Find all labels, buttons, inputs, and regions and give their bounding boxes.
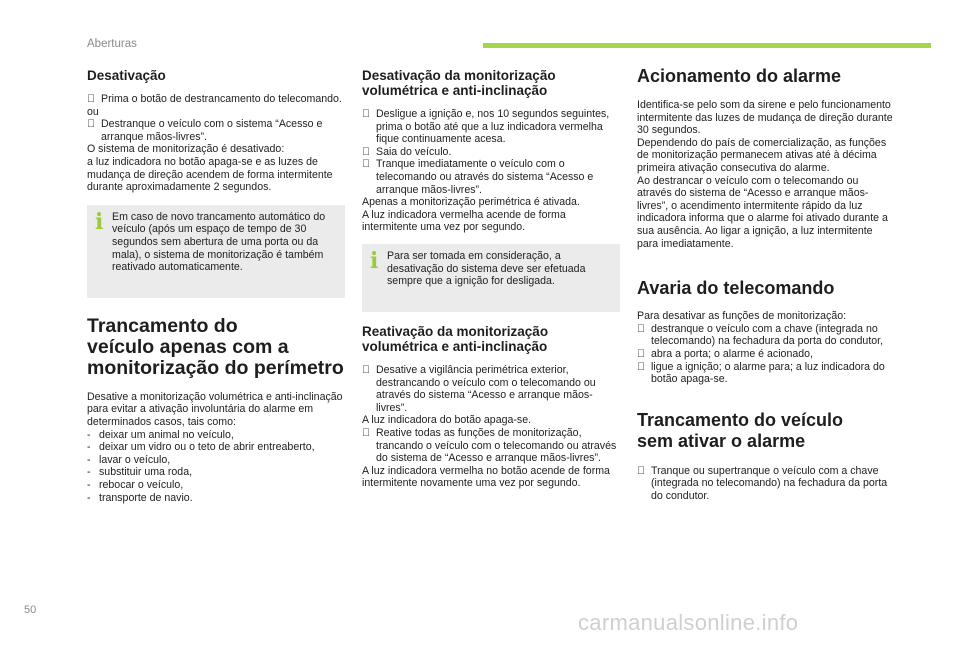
bullet-text: Reative todas as funções de monitorização, trancando o veículo com o telecomando ou através do sistema de “Acesso e arranque mãos-livres”. — [376, 426, 617, 465]
deactivation-title: Desativação — [87, 68, 166, 83]
bullet-item — [87, 93, 345, 106]
title-line: volumétrica e anti-inclinação — [362, 83, 548, 98]
section-header: Aberturas — [87, 38, 137, 50]
bullet-item — [362, 108, 620, 146]
paragraph: Dependendo do país de comercialização, as funções de monitorização permanecem ativas até à décima primeira ativação consecutiva do alarme. — [637, 136, 887, 174]
bullet-icon — [637, 361, 651, 374]
bullet-item — [362, 427, 620, 465]
title-line: Reativação da monitorização — [362, 323, 549, 339]
dash-list — [87, 429, 345, 505]
paragraph: Identifica-se pelo som da sirene e pelo funcionamento intermitente das luzes de mudança de direção durante 30 segundos. — [637, 99, 893, 137]
perimeter-lock-title — [87, 316, 345, 379]
title-line: monitorização do perímetro — [87, 356, 344, 379]
info-icon: i — [370, 247, 379, 274]
title-line: veículo apenas com a — [87, 335, 289, 358]
header-rule — [483, 43, 931, 48]
paragraph: ou — [87, 105, 99, 118]
bullet-text: Destranque o veículo com o sistema “Acesso e arranque mãos-livres”. — [101, 118, 323, 143]
column-3 — [637, 66, 895, 502]
page-number: 50 — [24, 604, 37, 616]
title-line: Desativação da monitorização — [362, 68, 556, 83]
react-volumetric-title — [362, 324, 620, 354]
info-box — [362, 244, 620, 312]
bullet-item — [637, 348, 895, 361]
info-text: Para ser tomada em consideração, a desativação do sistema deve ser efetuada sempre que a ignição for desligada. — [387, 249, 586, 288]
paragraph: a luz indicadora no botão apaga-se e as luzes de mudança de direção acendem de forma intermitente durante aproximadamente 2 segundos. — [87, 155, 333, 194]
list-item: - rebocar o veículo, — [87, 478, 184, 491]
title-line: volumétrica e anti-inclinação — [362, 338, 548, 354]
column-1 — [87, 66, 345, 504]
paragraph: A luz indicadora do botão apaga-se. — [362, 414, 532, 427]
bullet-item — [637, 323, 895, 348]
bullet-text: Saia do veículo. — [376, 145, 452, 158]
watermark: carmanualsonline.info — [578, 610, 799, 635]
list-item: - deixar um vidro ou o teto de abrir entreaberto, — [87, 441, 315, 454]
bullet-item — [637, 465, 895, 503]
bullet-text: destranque o veículo com a chave (integrada no telecomando) na fechadura da porta do condutor, — [651, 322, 884, 348]
list-item: - transporte de navio. — [87, 491, 193, 504]
bullet-item — [87, 118, 345, 143]
list-item: - substituir uma roda, — [87, 466, 193, 479]
info-icon: i — [95, 208, 104, 235]
lock-no-alarm-title — [637, 410, 895, 452]
paragraph: Para desativar as funções de monitorização: — [637, 310, 847, 323]
info-box — [87, 205, 345, 298]
bullet-icon — [87, 93, 101, 106]
column-2 — [362, 66, 620, 490]
bullet-icon — [362, 146, 376, 159]
list-item: - deixar um animal no veículo, — [87, 428, 234, 441]
paragraph: A luz indicadora vermelha no botão acende de forma intermitente novamente uma vez por segundo. — [362, 464, 610, 490]
deact-volumetric-title — [362, 68, 620, 98]
title-line: Trancamento do veículo — [637, 409, 844, 430]
bullet-icon — [637, 465, 651, 478]
bullet-item — [362, 146, 620, 159]
title-line: sem ativar o alarme — [637, 430, 806, 451]
bullet-icon — [362, 158, 376, 171]
bullet-text: ligue a ignição; o alarme para; a luz indicadora do botão apaga-se. — [651, 360, 885, 386]
title-line: Trancamento do — [87, 314, 238, 337]
bullet-icon — [362, 427, 376, 440]
paragraph: Apenas a monitorização perimétrica é ativada. — [362, 196, 580, 209]
bullet-icon — [637, 348, 651, 361]
bullet-text: Prima o botão de destrancamento do telecomando. — [101, 93, 342, 105]
list-item: - lavar o veículo, — [87, 453, 171, 466]
bullet-icon — [362, 364, 376, 377]
paragraph: Ao destrancar o veículo com o telecomando ou através do sistema de “Acesso e arranque mãos-livres”, o acendimento intermitente rápido da luz indicadora informa que o alarme foi ativado durante a sua ausência. Ao ligar a ignição, a luz intermitente para imediatamente. — [637, 174, 888, 250]
bullet-text: Desligue a ignição e, nos 10 segundos seguintes, prima o botão até que a luz indicadora vermelha fique continuamente acesa. — [376, 108, 610, 146]
bullet-icon — [637, 323, 651, 336]
bullet-text: Tranque ou supertranque o veículo com a chave (integrada no telecomando) na fechadura da porta do condutor. — [651, 464, 888, 502]
bullet-item — [362, 158, 620, 196]
remote-fault-title: Avaria do telecomando — [637, 278, 835, 299]
bullet-item — [637, 361, 895, 386]
bullet-text: abra a porta; o alarme é acionado, — [651, 347, 813, 360]
bullet-icon — [87, 118, 101, 131]
bullet-text: Desative a vigilância perimétrica exterior, destrancando o veículo com o telecomando ou através do sistema “Acesso e arranque mãos-livres”. — [376, 363, 596, 414]
paragraph: O sistema de monitorização é desativado: — [87, 143, 285, 156]
paragraph: A luz indicadora vermelha acende de forma intermitente uma vez por segundo. — [362, 208, 566, 234]
bullet-icon — [362, 108, 376, 121]
alarm-trigger-title: Acionamento do alarme — [637, 66, 842, 86]
bullet-text: Tranque imediatamente o veículo com o telecomando ou através do sistema “Acesso e arranque mãos-livres”. — [376, 158, 594, 196]
paragraph: Desative a monitorização volumétrica e anti-inclinação para evitar a ativação involuntária do alarme em determinados casos, tais como: — [87, 390, 343, 428]
info-text: Em caso de novo trancamento automático do veículo (após um espaço de tempo de 30 segundos sem abertura de uma porta ou da mala), o sistema de monitorização é também reativado automaticamente. — [112, 210, 326, 274]
bullet-item — [362, 364, 620, 414]
